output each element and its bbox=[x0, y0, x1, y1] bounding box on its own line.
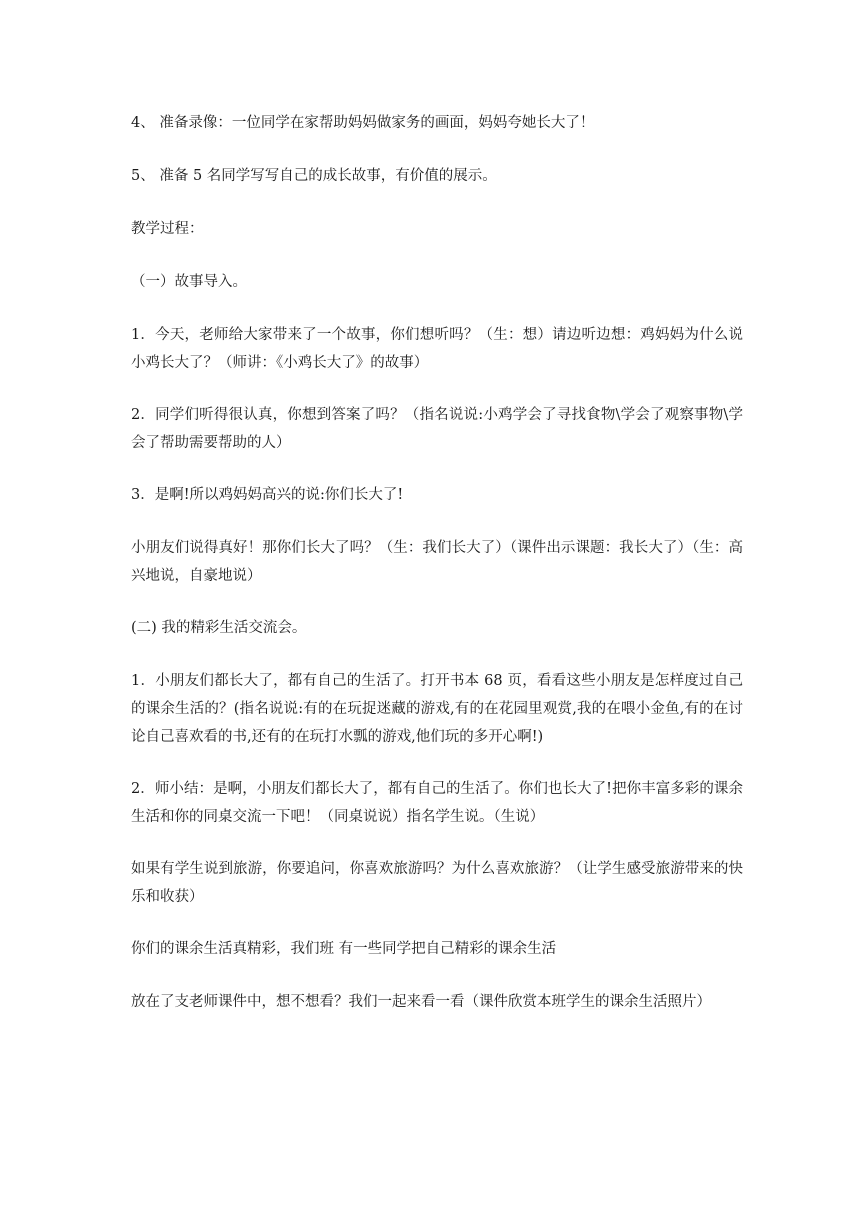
paragraph-praise: 小朋友们说得真好！那你们长大了吗？（生：我们长大了）（课件出示课题：我长大了）（生：高兴地说，自豪地说） bbox=[131, 540, 743, 584]
document-body bbox=[131, 109, 743, 1041]
prep-item-5: 5、 准备 5 名同学写写自己的成长故事，有价值的展示。 bbox=[131, 168, 497, 184]
section-heading-teaching-process: 教学过程： bbox=[131, 221, 204, 237]
prep-item-4: 4、 准备录像：一位同学在家帮助妈妈做家务的画面，妈妈夸她长大了！ bbox=[131, 115, 595, 131]
subsection-heading-2: (二) 我的精彩生活交流会。 bbox=[131, 620, 307, 636]
step-paragraph-4: 1．小朋友们都长大了，都有自己的生活了。打开书本 68 页，看看这些小朋友是怎样度过自己的课余生活的？(指名说说:有的在玩捉迷藏的游戏,有的在花园里观赏,我的在喂小金鱼,有的在讨论自己喜欢看的书,还有的在玩打水瓢的游戏,他们玩的多开心啊!) bbox=[131, 673, 743, 745]
step-paragraph-2: 2．同学们听得很认真，你想到答案了吗？（指名说说:小鸡学会了寻找食物\学会了观察事物\学会了帮助需要帮助的人） bbox=[131, 407, 743, 451]
paragraph-slides: 放在了支老师课件中，想不想看？我们一起来看一看（课件欣赏本班学生的课余生活照片） bbox=[131, 994, 711, 1010]
step-paragraph-3: 3．是啊!所以鸡妈妈高兴的说:你们长大了! bbox=[131, 487, 404, 503]
paragraph-class-life: 你们的课余生活真精彩，我们班 有一些同学把自己精彩的课余生活 bbox=[131, 941, 557, 957]
step-paragraph-1: 1．今天，老师给大家带来了一个故事，你们想听吗？（生：想）请边听边想：鸡妈妈为什么说小鸡长大了？（师讲：《小鸡长大了》的故事） bbox=[131, 327, 743, 371]
paragraph-travel: 如果有学生说到旅游，你要追问，你喜欢旅游吗？为什么喜欢旅游？（让学生感受旅游带来的快乐和收获） bbox=[131, 861, 743, 905]
subsection-heading-1: （一）故事导入。 bbox=[131, 274, 247, 290]
step-paragraph-5: 2．师小结：是啊，小朋友们都长大了，都有自己的生活了。你们也长大了!把你丰富多彩的课余生活和你的同桌交流一下吧！（同桌说说）指名学生说。（生说） bbox=[131, 781, 743, 825]
